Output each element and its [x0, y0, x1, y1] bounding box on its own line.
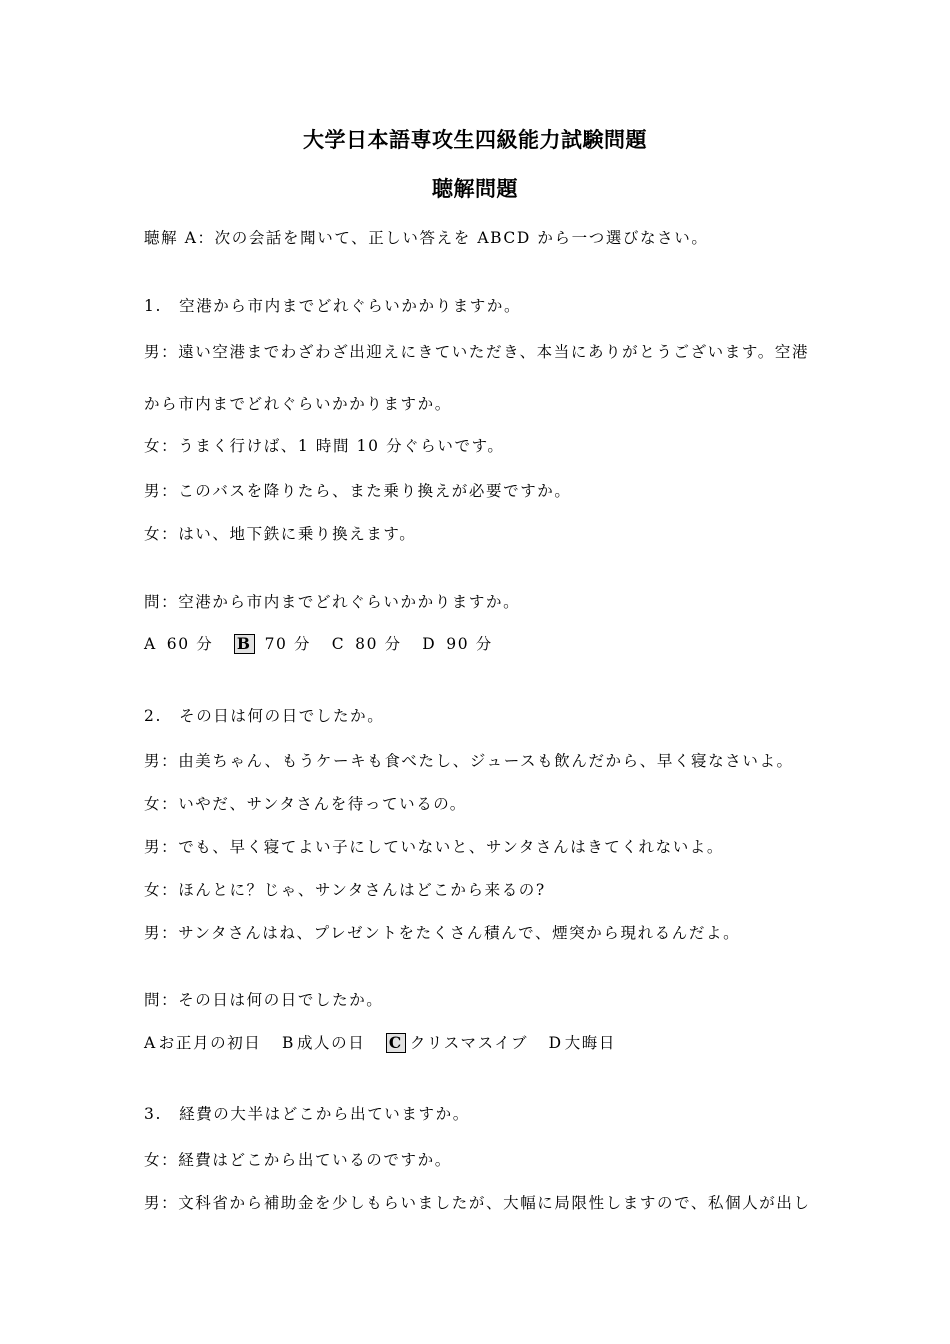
option-c[interactable]: C 80 分 — [331, 635, 402, 653]
option-b[interactable]: B 成人の日 — [281, 1034, 366, 1052]
option-b[interactable]: B 70 分 — [234, 632, 311, 654]
dialogue-line: 女：ほんとに？じゃ、サンタさんはどこから来るの? — [144, 881, 546, 899]
dialogue-line: 男：遠い空港までわざわざ出迎えにきていただき、本当にありがとうございます。空港 — [144, 343, 810, 361]
question-3-heading: 3. 経費の大半はどこから出ていますか。 — [144, 1105, 470, 1123]
question-1-ask: 問：空港から市内までどれぐらいかかりますか。 — [144, 593, 521, 611]
question-2-options — [144, 1031, 630, 1053]
option-d[interactable]: D 大晦日 — [548, 1034, 616, 1052]
dialogue-line: 女：経費はどこから出ているのですか。 — [144, 1151, 452, 1169]
dialogue-line: 男：このバスを降りたら、また乗り換えが必要ですか。 — [144, 482, 572, 500]
instructions: 聴解 A：次の会話を聞いて、正しい答えを ABCD から一つ選びなさい。 — [144, 229, 709, 247]
dialogue-line: 男：由美ちゃん、もうケーキも食べたし、ジュースも飲んだから、早く寝なさいよ。 — [144, 752, 794, 770]
dialogue-line: 女：いやだ、サンタさんを待っているの。 — [144, 795, 467, 813]
page-title: 大学日本語専攻生四級能力試験問題 — [303, 128, 647, 152]
dialogue-line: 女：うまく行けば、1 時間 10 分ぐらいです。 — [144, 437, 505, 455]
dialogue-line: 男：サンタさんはね、プレゼントをたくさん積んで、煙突から現れるんだよ。 — [144, 924, 741, 942]
option-a[interactable]: A お正月の初日 — [144, 1034, 262, 1052]
question-2-heading: 2. その日は何の日でしたか。 — [144, 707, 385, 725]
dialogue-line: 男：文科省から補助金を少しもらいましたが、大幅に局限性しますので、私個人が出し — [144, 1194, 811, 1212]
option-a[interactable]: A 60 分 — [144, 635, 214, 653]
selected-answer-mark: B — [234, 634, 255, 654]
question-2-ask: 問：その日は何の日でしたか。 — [144, 991, 384, 1009]
section-title: 聴解問題 — [432, 177, 518, 201]
dialogue-line: 男：でも、早く寝てよい子にしていないと、サンタさんはきてくれないよ。 — [144, 838, 725, 856]
question-1-options — [144, 632, 507, 654]
dialogue-line: から市内までどれぐらいかかりますか。 — [144, 395, 452, 413]
option-c[interactable]: C クリスマスイブ — [386, 1031, 528, 1053]
dialogue-line: 女：はい、地下鉄に乗り換えます。 — [144, 525, 417, 543]
option-d[interactable]: D 90 分 — [422, 635, 493, 653]
selected-answer-mark: C — [386, 1033, 406, 1053]
question-1-heading: 1. 空港から市内までどれぐらいかかりますか。 — [144, 297, 522, 315]
